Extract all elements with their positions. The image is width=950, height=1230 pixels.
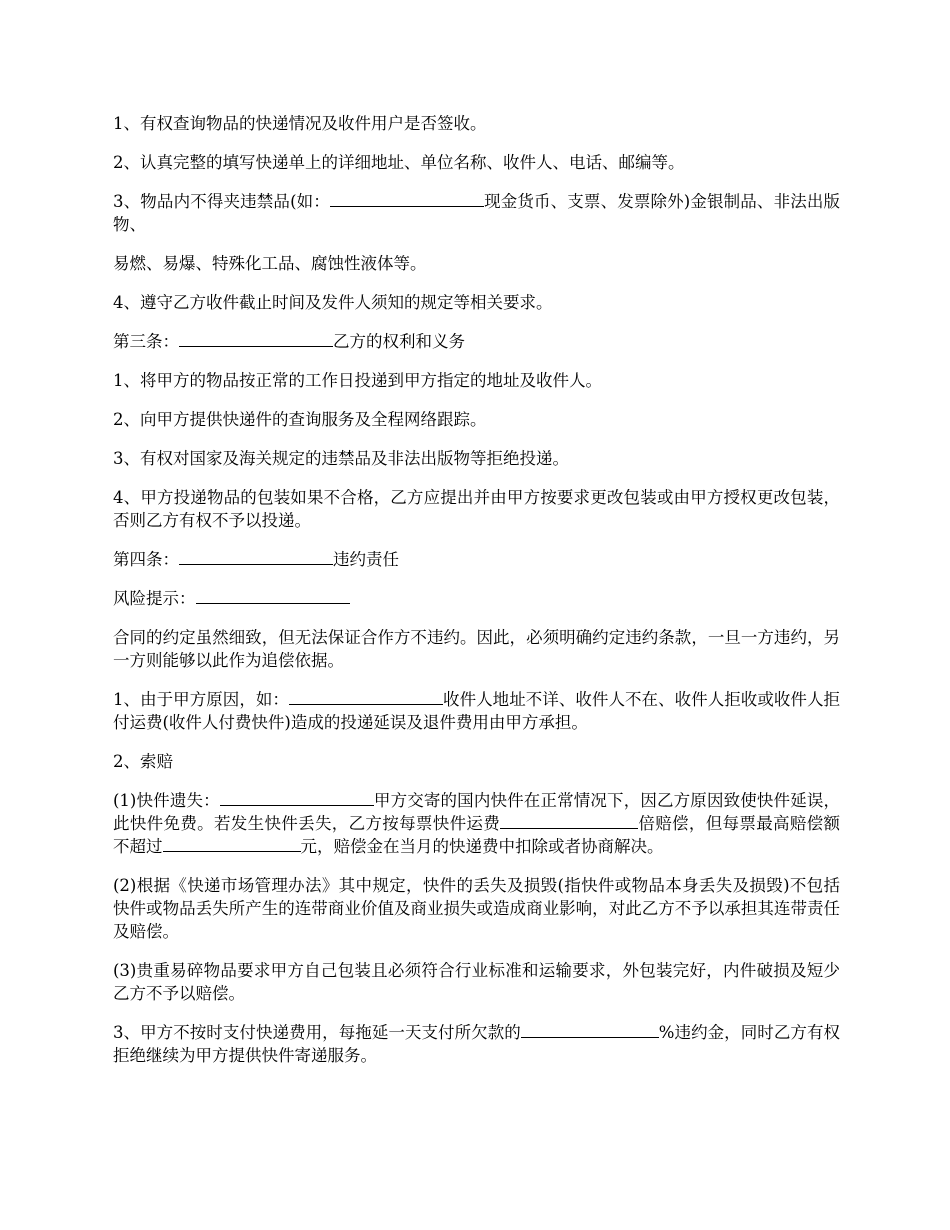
paragraph-text: 1、由于甲方原因，如： — [113, 690, 289, 709]
claim-lost-paragraph — [113, 789, 840, 858]
paragraph-7 — [113, 369, 840, 392]
article-3-heading — [113, 330, 840, 353]
paragraph-text: 4、甲方投递物品的包装如果不合格，乙方应提出并由甲方按要求更改包装或由甲方授权更改包装，否则乙方有权不予以投递。 — [113, 488, 840, 530]
paragraph-text: 3、物品内不得夹违禁品(如： — [113, 192, 330, 211]
paragraph-text: (3)贵重易碎物品要求甲方自己包装且必须符合行业标准和运输要求，外包装完好，内件破损及短少乙方不予以赔偿。 — [113, 961, 840, 1003]
paragraph-text: 1、有权查询物品的快递情况及收件用户是否签收。 — [113, 114, 487, 133]
paragraph-14 — [113, 688, 840, 734]
paragraph-9 — [113, 447, 840, 470]
paragraph-text: 倍赔偿，但每票最高赔偿额不超过 — [113, 814, 841, 856]
fill-blank[interactable] — [330, 190, 484, 207]
article-4-heading — [113, 548, 840, 571]
paragraph-text: 3、有权对国家及海关规定的违禁品及非法出版物等拒绝投递。 — [113, 449, 569, 468]
paragraph-13 — [113, 626, 840, 672]
risk-warning — [113, 587, 840, 610]
paragraph-text: 2、认真完整的填写快递单上的详细地址、单位名称、收件人、电话、邮编等。 — [113, 153, 685, 172]
paragraph-text: 3、甲方不按时支付快递费用，每拖延一天支付所欠款的 — [113, 1023, 521, 1042]
paragraph-text: 乙方的权利和义务 — [333, 332, 465, 351]
paragraph-text: (1)快件遗失： — [113, 791, 220, 810]
paragraph-text: 2、索赔 — [113, 752, 173, 771]
late-fee-paragraph — [113, 1021, 840, 1067]
paragraph-text: (2)根据《快递市场管理办法》其中规定，快件的丢失及损毁(指快件或物品本身丢失及损毁)不包括快件或物品丢失所产生的连带商业价值及商业损失或造成商业影响，对此乙方不予以承担其连带责任及赔偿。 — [113, 876, 840, 941]
paragraph-text: 元，赔偿金在当月的快递费中扣除或者协商解决。 — [300, 837, 664, 856]
paragraph-5 — [113, 291, 840, 314]
claim-damage-paragraph — [113, 874, 840, 943]
paragraph-text: 现金货币、支票、发票除外)金银制品、非法出版物、 — [113, 192, 841, 234]
paragraph-2 — [113, 151, 840, 174]
paragraph-1 — [113, 112, 840, 135]
paragraph-text: 第四条： — [113, 550, 179, 569]
paragraph-10 — [113, 486, 840, 532]
paragraph-8 — [113, 408, 840, 431]
paragraph-text: 第三条： — [113, 332, 179, 351]
document-page — [113, 112, 840, 1083]
fill-blank[interactable] — [500, 812, 638, 829]
fill-blank[interactable] — [289, 688, 443, 705]
paragraph-text: 合同的约定虽然细致，但无法保证合作方不违约。因此，必须明确约定违约条款，一旦一方违约，另一方则能够以此作为追偿依据。 — [113, 628, 840, 670]
claim-fragile-paragraph — [113, 959, 840, 1005]
paragraph-text: 违约责任 — [333, 550, 399, 569]
paragraph-text: 风险提示： — [113, 589, 196, 608]
fill-blank[interactable] — [163, 835, 301, 852]
paragraph-text: 4、遵守乙方收件截止时间及发件人须知的规定等相关要求。 — [113, 293, 553, 312]
fill-blank[interactable] — [196, 587, 350, 604]
paragraph-text: 易燃、易爆、特殊化工品、腐蚀性液体等。 — [113, 254, 427, 273]
paragraph-text: 2、向甲方提供快递件的查询服务及全程网络跟踪。 — [113, 410, 487, 429]
paragraph-text: 1、将甲方的物品按正常的工作日投递到甲方指定的地址及收件人。 — [113, 371, 602, 390]
fill-blank[interactable] — [179, 330, 333, 347]
fill-blank[interactable] — [521, 1021, 659, 1038]
paragraph-text: 甲方交寄的国内快件在正常情况下，因乙方原因致使快件延误，此快件免费。若发生快件丢失，乙方按每票快件运费 — [113, 791, 841, 833]
paragraph-3 — [113, 190, 840, 236]
paragraph-4 — [113, 252, 840, 275]
fill-blank[interactable] — [179, 548, 333, 565]
fill-blank[interactable] — [220, 789, 374, 806]
paragraph-15 — [113, 750, 840, 773]
paragraph-text: %违约金，同时乙方有权拒绝继续为甲方提供快件寄递服务。 — [113, 1023, 840, 1065]
paragraph-text: 收件人地址不详、收件人不在、收件人拒收或收件人拒付运费(收件人付费快件)造成的投递延误及退件费用由甲方承担。 — [113, 690, 841, 732]
